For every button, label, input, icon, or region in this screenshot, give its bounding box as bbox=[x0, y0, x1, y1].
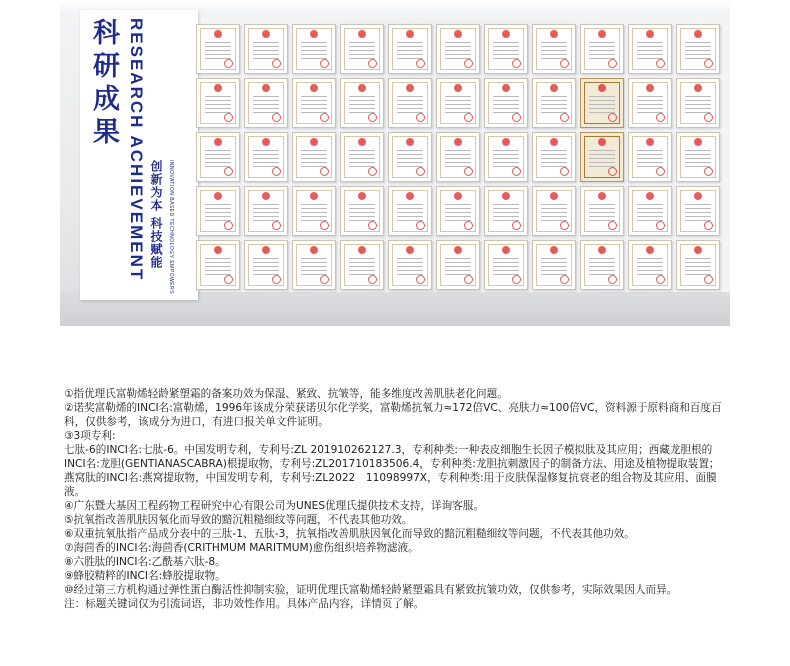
stamp-icon bbox=[368, 275, 377, 284]
emblem-icon bbox=[646, 246, 654, 254]
stamp-icon bbox=[656, 113, 665, 122]
stamp-icon bbox=[512, 113, 521, 122]
certificate-frame bbox=[340, 240, 384, 290]
certificate-frame bbox=[532, 24, 576, 74]
certificate-frame bbox=[484, 24, 528, 74]
stamp-icon bbox=[464, 275, 473, 284]
note-line: ⑧六胜肽的INCI名:乙酰基六肽-8。 bbox=[64, 556, 226, 568]
emblem-icon bbox=[406, 138, 414, 146]
emblem-icon bbox=[214, 30, 222, 38]
emblem-icon bbox=[598, 84, 606, 92]
disclaimer-notes bbox=[64, 387, 728, 611]
note-line: ③3项专利: bbox=[64, 430, 116, 442]
sign-title-en: RESEARCH ACHIEVEMENT bbox=[127, 18, 146, 282]
stamp-icon bbox=[464, 221, 473, 230]
note-line: ②诺奖富勒烯的INCI名:富勒烯，1996年该成分荣获诺贝尔化学奖，富勒烯抗氧力≈172倍VC、亮肤力≈100倍VC，资料源于原料商和百度百科，仅供参考，该成分为进口，有进口报关单文件证明。 bbox=[64, 402, 722, 428]
emblem-icon bbox=[262, 192, 270, 200]
stamp-icon bbox=[272, 275, 281, 284]
certificate-frame bbox=[628, 78, 672, 128]
emblem-icon bbox=[694, 138, 702, 146]
stamp-icon bbox=[608, 113, 617, 122]
stamp-icon bbox=[320, 167, 329, 176]
certificate-frame bbox=[436, 132, 480, 182]
note-line: 七肽-6的INCI名:七肽-6。中国发明专利，专利号:ZL 201910262127.3，专利种类:一种表皮细胞生长因子模拟肽及其应用；西藏龙胆根的INCI名:龙胆(GENTIANASCABRA)根提取物，专利号:ZL201710183506.4，专利种类:龙胆抗刺激因子的制备方法、用途及植物提取装置；燕窝肽的INCI名:燕窝提取物，中国发明专利，专利号:ZL2022 11098997X，专利种类:用于皮肤保湿修复抗衰老的组合物及其应用、面膜液。 bbox=[64, 444, 720, 498]
emblem-icon bbox=[502, 84, 510, 92]
note-line: ⑥双重抗氧肽指产品成分表中的三肽-1、五肽-3，抗氧指改善肌肤因氧化而导致的黯沉粗糙细纹等问题，不代表其他功效。 bbox=[64, 528, 635, 540]
stamp-icon bbox=[320, 221, 329, 230]
stamp-icon bbox=[224, 221, 233, 230]
certificate-frame bbox=[628, 132, 672, 182]
stamp-icon bbox=[464, 113, 473, 122]
emblem-icon bbox=[310, 192, 318, 200]
emblem-icon bbox=[694, 84, 702, 92]
emblem-icon bbox=[502, 246, 510, 254]
emblem-icon bbox=[550, 192, 558, 200]
emblem-icon bbox=[646, 30, 654, 38]
note-line: ⑨蜂胶精粹的INCI名:蜂胶提取物。 bbox=[64, 570, 226, 582]
emblem-icon bbox=[310, 30, 318, 38]
stamp-icon bbox=[368, 113, 377, 122]
stamp-icon bbox=[560, 275, 569, 284]
stamp-icon bbox=[464, 59, 473, 68]
stamp-icon bbox=[224, 113, 233, 122]
stamp-icon bbox=[512, 221, 521, 230]
sign-subtitle-cn: 创新为本 科技赋能 bbox=[149, 160, 163, 270]
stamp-icon bbox=[416, 113, 425, 122]
emblem-icon bbox=[358, 138, 366, 146]
certificate-frame bbox=[676, 240, 720, 290]
emblem-icon bbox=[262, 138, 270, 146]
stamp-icon bbox=[416, 221, 425, 230]
certificate-frame bbox=[340, 24, 384, 74]
emblem-icon bbox=[646, 138, 654, 146]
certificate-frame bbox=[196, 240, 240, 290]
emblem-icon bbox=[550, 246, 558, 254]
certificate-grid bbox=[196, 24, 726, 294]
emblem-icon bbox=[358, 84, 366, 92]
emblem-icon bbox=[406, 30, 414, 38]
sign-tiny-en: INNOVATION BASED TECHNOLOGY EMPOWERS bbox=[168, 160, 174, 295]
research-achievement-photo bbox=[60, 0, 730, 326]
research-achievement-sign bbox=[80, 10, 198, 300]
emblem-icon bbox=[550, 84, 558, 92]
stamp-icon bbox=[320, 59, 329, 68]
certificate-frame bbox=[388, 132, 432, 182]
stamp-icon bbox=[512, 167, 521, 176]
certificate-frame bbox=[532, 186, 576, 236]
emblem-icon bbox=[694, 246, 702, 254]
emblem-icon bbox=[454, 84, 462, 92]
stamp-icon bbox=[464, 167, 473, 176]
stamp-icon bbox=[224, 275, 233, 284]
emblem-icon bbox=[214, 84, 222, 92]
sign-title-cn: 科研成果 bbox=[88, 18, 119, 150]
certificate-frame bbox=[436, 240, 480, 290]
stamp-icon bbox=[416, 59, 425, 68]
stamp-icon bbox=[560, 113, 569, 122]
stamp-icon bbox=[560, 59, 569, 68]
emblem-icon bbox=[646, 84, 654, 92]
stamp-icon bbox=[224, 59, 233, 68]
emblem-icon bbox=[454, 246, 462, 254]
emblem-icon bbox=[358, 246, 366, 254]
emblem-icon bbox=[502, 192, 510, 200]
certificate-frame bbox=[532, 240, 576, 290]
emblem-icon bbox=[598, 138, 606, 146]
certificate-frame bbox=[292, 24, 336, 74]
certificate-frame bbox=[292, 78, 336, 128]
emblem-icon bbox=[694, 192, 702, 200]
certificate-frame bbox=[628, 186, 672, 236]
stamp-icon bbox=[224, 167, 233, 176]
stamp-icon bbox=[656, 167, 665, 176]
certificate-frame bbox=[340, 132, 384, 182]
stamp-icon bbox=[704, 167, 713, 176]
stamp-icon bbox=[704, 221, 713, 230]
stamp-icon bbox=[272, 221, 281, 230]
emblem-icon bbox=[550, 30, 558, 38]
certificate-frame bbox=[436, 24, 480, 74]
certificate-frame bbox=[196, 78, 240, 128]
certificate-frame bbox=[676, 132, 720, 182]
certificate-frame bbox=[388, 186, 432, 236]
emblem-icon bbox=[310, 246, 318, 254]
stamp-icon bbox=[608, 167, 617, 176]
certificate-frame bbox=[244, 78, 288, 128]
stamp-icon bbox=[656, 59, 665, 68]
emblem-icon bbox=[358, 30, 366, 38]
emblem-icon bbox=[646, 192, 654, 200]
certificate-frame bbox=[244, 240, 288, 290]
note-line: ④广东暨大基因工程药物工程研究中心有限公司为UNES优理氏提供技术支持，详询客服。 bbox=[64, 500, 484, 512]
emblem-icon bbox=[454, 138, 462, 146]
note-line: ⑩经过第三方机构通过弹性蛋白酶活性抑制实验，证明优理氏富勒烯轻龄紧塑霜具有紧致抗皱功效，仅供参考，实际效果因人而异。 bbox=[64, 584, 678, 596]
emblem-icon bbox=[550, 138, 558, 146]
stamp-icon bbox=[272, 59, 281, 68]
stamp-icon bbox=[512, 59, 521, 68]
stamp-icon bbox=[368, 59, 377, 68]
certificate-frame bbox=[484, 132, 528, 182]
certificate-frame bbox=[580, 186, 624, 236]
certificate-frame bbox=[292, 186, 336, 236]
stamp-icon bbox=[320, 275, 329, 284]
stamp-icon bbox=[416, 167, 425, 176]
stamp-icon bbox=[416, 275, 425, 284]
stamp-icon bbox=[608, 59, 617, 68]
certificate-frame bbox=[484, 78, 528, 128]
stamp-icon bbox=[608, 275, 617, 284]
certificate-frame bbox=[244, 186, 288, 236]
note-line: ①指优理氏富勒烯轻龄紧塑霜的备案功效为保湿、紧致、抗皱等，能多维度改善肌肤老化问题。 bbox=[64, 388, 508, 400]
certificate-frame bbox=[436, 186, 480, 236]
certificate-frame bbox=[388, 240, 432, 290]
certificate-frame bbox=[676, 78, 720, 128]
emblem-icon bbox=[406, 246, 414, 254]
certificate-frame bbox=[196, 24, 240, 74]
certificate-frame bbox=[340, 78, 384, 128]
emblem-icon bbox=[262, 246, 270, 254]
certificate-frame bbox=[676, 186, 720, 236]
certificate-frame bbox=[292, 240, 336, 290]
emblem-icon bbox=[454, 30, 462, 38]
stamp-icon bbox=[368, 221, 377, 230]
note-line: ⑦海茴香的INCI名:海茴香(CRITHMUM MARITMUM)愈伤组织培养物滤液。 bbox=[64, 542, 419, 554]
stamp-icon bbox=[560, 221, 569, 230]
certificate-frame bbox=[196, 132, 240, 182]
certificate-frame bbox=[388, 24, 432, 74]
emblem-icon bbox=[598, 30, 606, 38]
certificate-frame bbox=[580, 24, 624, 74]
stamp-icon bbox=[368, 167, 377, 176]
emblem-icon bbox=[502, 138, 510, 146]
emblem-icon bbox=[358, 192, 366, 200]
emblem-icon bbox=[406, 84, 414, 92]
stamp-icon bbox=[512, 275, 521, 284]
emblem-icon bbox=[598, 246, 606, 254]
emblem-icon bbox=[406, 192, 414, 200]
emblem-icon bbox=[262, 30, 270, 38]
certificate-frame bbox=[388, 78, 432, 128]
certificate-frame bbox=[676, 24, 720, 74]
certificate-frame bbox=[244, 132, 288, 182]
note-line: 注：标题关键词仅为引流词语，非功效性作用。具体产品内容，详情页了解。 bbox=[64, 598, 425, 610]
certificate-frame bbox=[484, 186, 528, 236]
emblem-icon bbox=[310, 138, 318, 146]
certificate-frame bbox=[628, 240, 672, 290]
certificate-frame bbox=[196, 186, 240, 236]
stamp-icon bbox=[704, 275, 713, 284]
stamp-icon bbox=[608, 221, 617, 230]
stamp-icon bbox=[704, 113, 713, 122]
certificate-frame bbox=[244, 24, 288, 74]
stamp-icon bbox=[560, 167, 569, 176]
emblem-icon bbox=[214, 192, 222, 200]
stamp-icon bbox=[272, 113, 281, 122]
stamp-icon bbox=[656, 221, 665, 230]
stamp-icon bbox=[704, 59, 713, 68]
stamp-icon bbox=[272, 167, 281, 176]
certificate-frame bbox=[436, 78, 480, 128]
certificate-frame bbox=[292, 132, 336, 182]
note-line: ⑤抗氧指改善肌肤因氧化而导致的黯沉粗糙细纹等问题，不代表其他功效。 bbox=[64, 514, 413, 526]
emblem-icon bbox=[214, 138, 222, 146]
emblem-icon bbox=[598, 192, 606, 200]
emblem-icon bbox=[502, 30, 510, 38]
emblem-icon bbox=[214, 246, 222, 254]
certificate-frame bbox=[532, 78, 576, 128]
certificate-frame bbox=[340, 186, 384, 236]
certificate-frame bbox=[580, 240, 624, 290]
certificate-frame bbox=[484, 240, 528, 290]
emblem-icon bbox=[694, 30, 702, 38]
emblem-icon bbox=[262, 84, 270, 92]
certificate-frame bbox=[532, 132, 576, 182]
stamp-icon bbox=[656, 275, 665, 284]
emblem-icon bbox=[454, 192, 462, 200]
certificate-frame bbox=[628, 24, 672, 74]
certificate-frame bbox=[580, 132, 624, 182]
certificate-frame bbox=[580, 78, 624, 128]
emblem-icon bbox=[310, 84, 318, 92]
stamp-icon bbox=[320, 113, 329, 122]
